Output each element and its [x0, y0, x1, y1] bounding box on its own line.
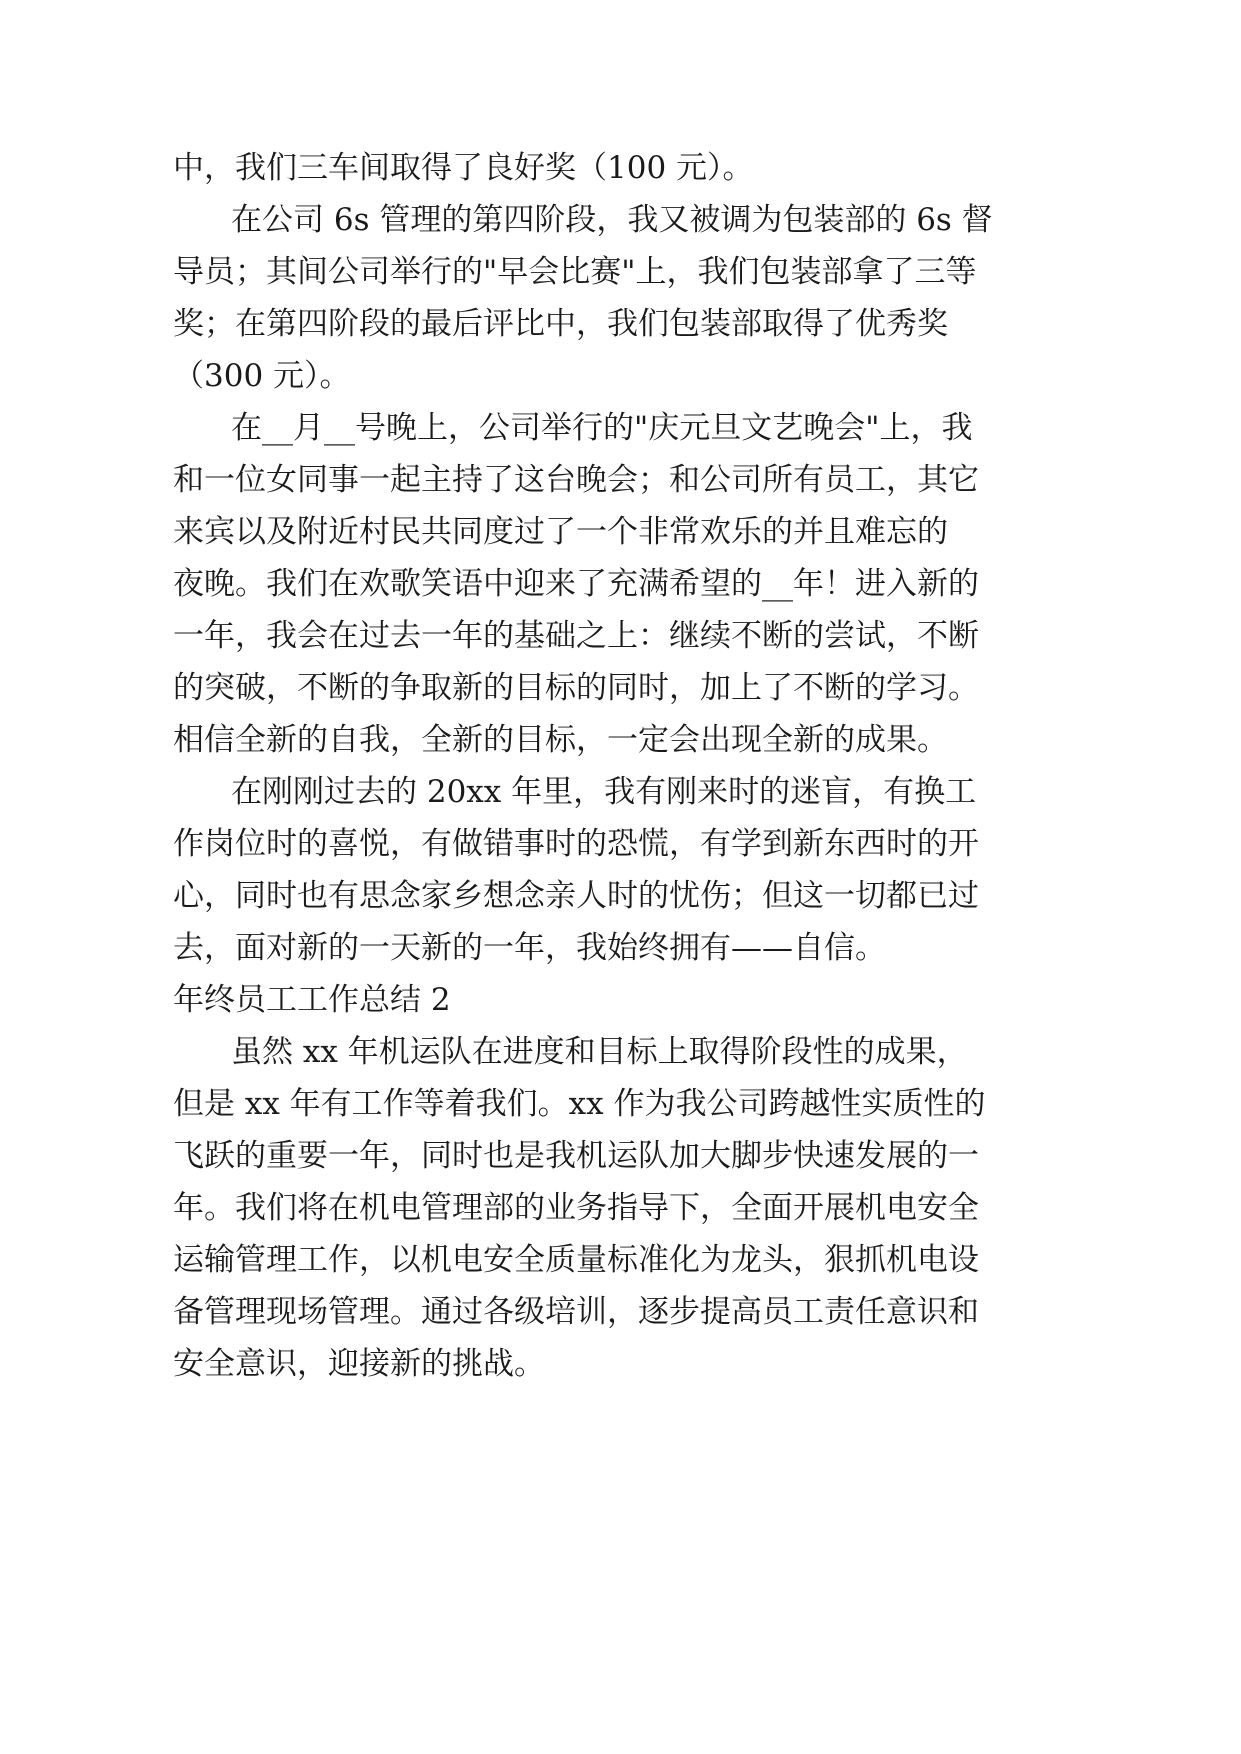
line-text: 虽然 xx 年机运队在进度和目标上取得阶段性的成果， [231, 1034, 968, 1070]
text-line [0, 928, 1241, 968]
line-text: 导员；其间公司举行的"早会比赛"上，我们包装部拿了三等 [173, 254, 977, 290]
line-text: 但是 xx 年有工作等着我们。xx 作为我公司跨越性实质性的 [173, 1086, 986, 1122]
text-line [0, 1240, 1241, 1280]
text-line [0, 824, 1241, 864]
line-text: 年。我们将在机电管理部的业务指导下，全面开展机电安全 [173, 1190, 979, 1226]
text-line [0, 1292, 1241, 1332]
text-line [0, 772, 1241, 812]
text-line [0, 1188, 1241, 1228]
text-line [0, 200, 1241, 240]
line-text: 在公司 6s 管理的第四阶段，我又被调为包装部的 6s 督 [231, 202, 993, 238]
line-text: 的突破，不断的争取新的目标的同时，加上了不断的学习。 [173, 670, 979, 706]
text-line [0, 512, 1241, 552]
line-text: 去，面对新的一天新的一年，我始终拥有——自信。 [173, 930, 886, 966]
text-line [0, 408, 1241, 448]
text-line [0, 1344, 1241, 1384]
line-text: 作岗位时的喜悦，有做错事时的恐慌，有学到新东西时的开 [173, 826, 979, 862]
text-line [0, 668, 1241, 708]
line-text: 和一位女同事一起主持了这台晚会；和公司所有员工，其它 [173, 462, 979, 498]
line-text: 备管理现场管理。通过各级培训，逐步提高员工责任意识和 [173, 1294, 979, 1330]
line-text: 一年，我会在过去一年的基础之上：继续不断的尝试，不断 [173, 618, 979, 654]
text-line [0, 564, 1241, 604]
line-text: 运输管理工作，以机电安全质量标准化为龙头，狠抓机电设 [173, 1242, 979, 1278]
line-text: 安全意识，迎接新的挑战。 [173, 1346, 545, 1382]
line-text: 相信全新的自我，全新的目标，一定会出现全新的成果。 [173, 722, 948, 758]
heading-text: 年终员工工作总结 2 [173, 982, 451, 1018]
text-line [0, 148, 1241, 188]
text-line [0, 876, 1241, 916]
section-heading [0, 980, 1241, 1020]
text-line [0, 720, 1241, 760]
text-line [0, 1084, 1241, 1124]
line-text: 心，同时也有思念家乡想念亲人时的忧伤；但这一切都已过 [173, 878, 979, 914]
line-text: 中，我们三车间取得了良好奖（100 元）。 [173, 150, 754, 186]
text-line [0, 460, 1241, 500]
line-text: 飞跃的重要一年，同时也是我机运队加大脚步快速发展的一 [173, 1138, 979, 1174]
line-text: （300 元）。 [173, 358, 351, 394]
text-line [0, 1032, 1241, 1072]
line-text: 在__月__号晚上，公司举行的"庆元旦文艺晚会"上，我 [231, 410, 973, 446]
line-text: 在刚刚过去的 20xx 年里，我有刚来时的迷盲，有换工 [231, 774, 977, 810]
text-line [0, 252, 1241, 292]
text-line [0, 356, 1241, 396]
text-line [0, 1136, 1241, 1176]
text-line [0, 304, 1241, 344]
text-line [0, 616, 1241, 656]
line-text: 夜晚。我们在欢歌笑语中迎来了充满希望的__年！进入新的 [173, 566, 979, 602]
line-text: 来宾以及附近村民共同度过了一个非常欢乐的并且难忘的 [173, 514, 948, 550]
line-text: 奖；在第四阶段的最后评比中，我们包装部取得了优秀奖 [173, 306, 948, 342]
